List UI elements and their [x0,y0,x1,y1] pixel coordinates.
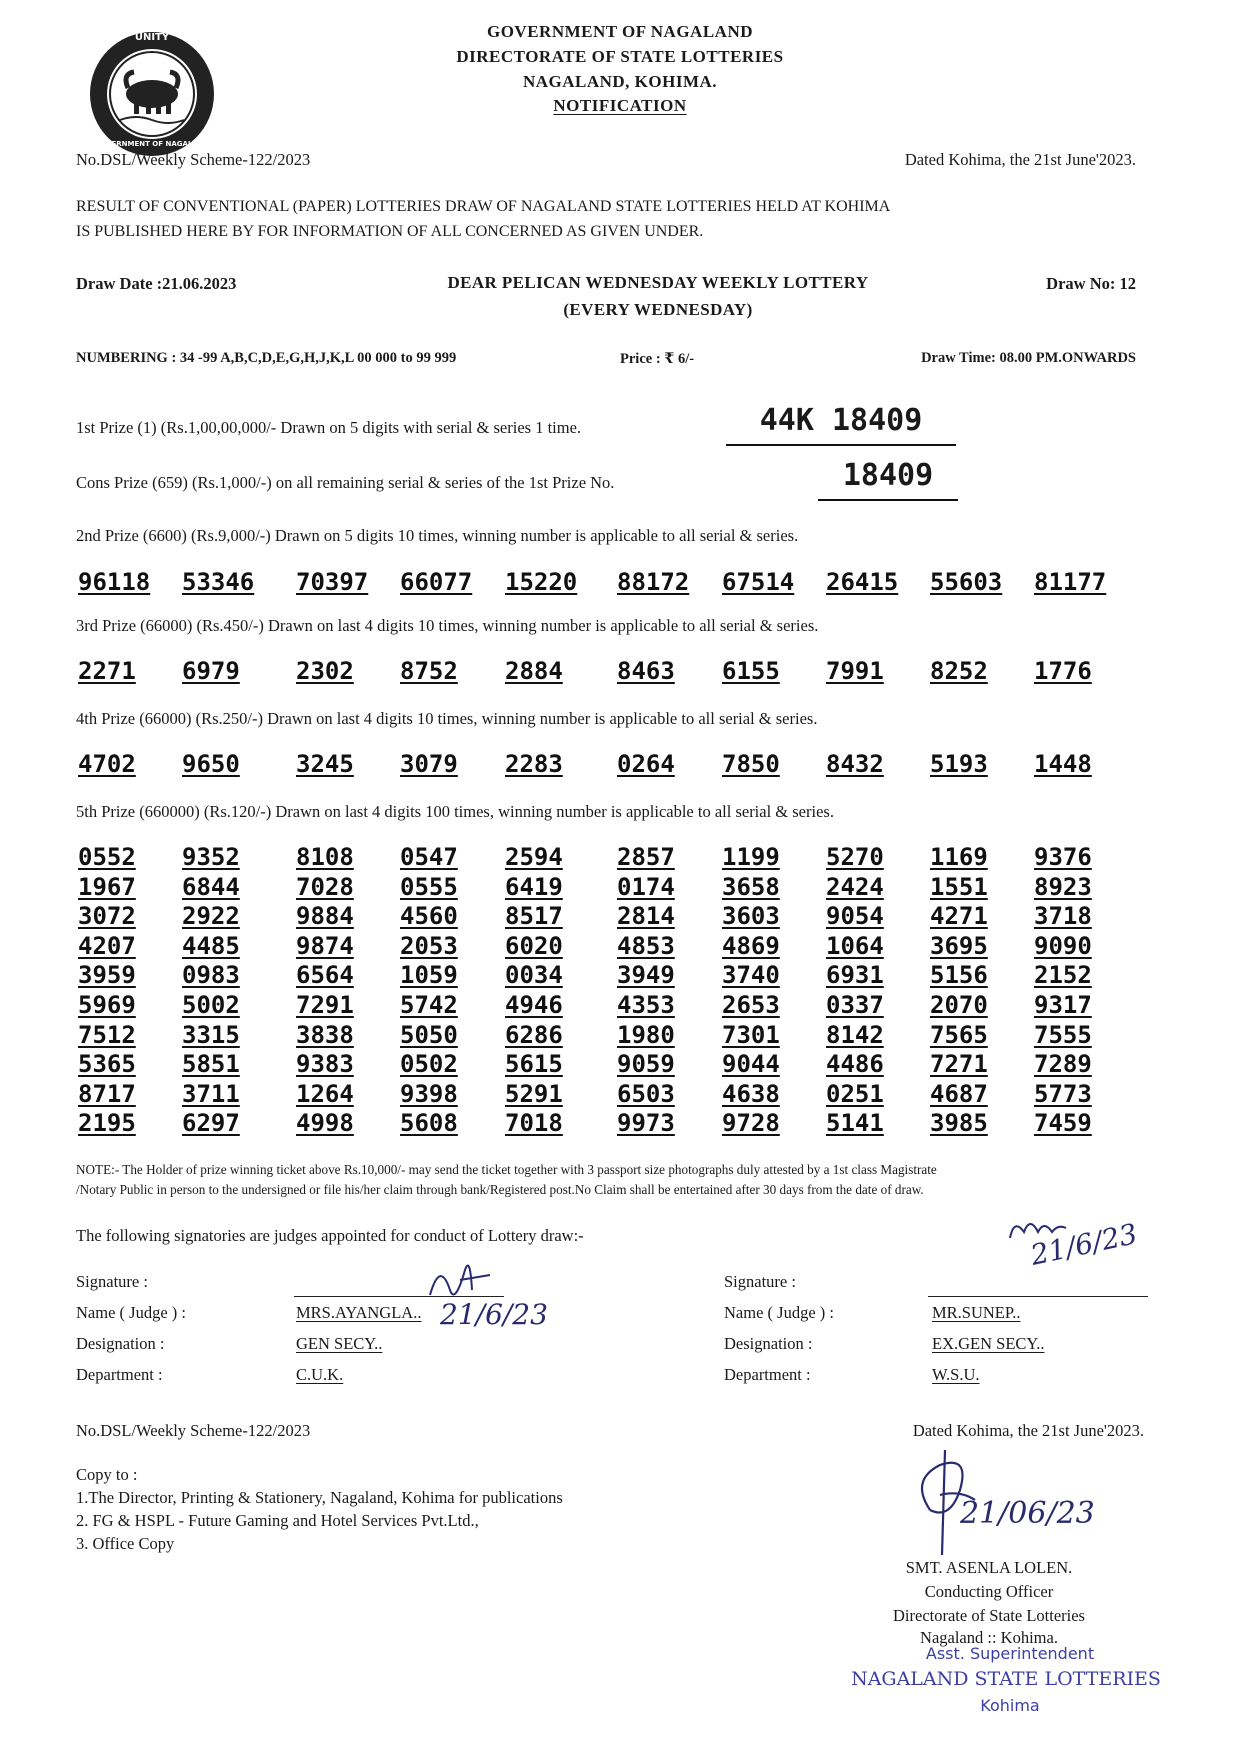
fifth-prize-number: 2922 [182,902,240,931]
fourth-prize-number: 2283 [505,750,563,778]
fifth-prize-number: 6419 [505,872,563,901]
draw-number: Draw No: 12 [1046,274,1136,293]
fifth-prize-number: 7565 [930,1020,988,1049]
fourth-prize-row [0,750,1240,780]
fifth-prize-number: 4207 [78,931,136,960]
price: Price : ₹ 6/- [620,351,695,367]
fifth-prize-number: 8142 [826,1020,884,1049]
second-prize-number: 67514 [722,568,795,596]
third-prize-number: 7991 [826,657,884,685]
fifth-prize-number: 7271 [930,1050,988,1079]
fifth-prize-number: 2070 [930,991,988,1019]
cons-prize-underline [818,499,958,501]
fifth-prize-number: 3658 [722,872,780,901]
fifth-prize-number: 9054 [826,902,884,931]
header-directorate: DIRECTORATE OF STATE LOTTERIES [456,47,784,66]
left-department-label: Department : [76,1365,163,1384]
stamp-line-1: Asst. Superintendent [925,1644,1095,1663]
fifth-prize-number: 3740 [722,961,780,990]
officer-name: SMT. ASENLA LOLEN. [905,1558,1073,1577]
fifth-prize-number: 7028 [296,872,354,901]
fifth-prize-number: 9398 [400,1079,458,1108]
fifth-prize-row [0,991,1240,1021]
fourth-prize-label: 4th Prize (66000) (Rs.250/-) Drawn on last 4 digits 10 times, winning number is applicable to all serial & series. [76,709,818,728]
left-name-label: Name ( Judge ) : [76,1303,186,1322]
draw-time: Draw Time: 08.00 PM.ONWARDS [921,350,1136,366]
fifth-prize-number: 7512 [78,1020,136,1049]
fifth-prize-number: 0552 [78,843,136,871]
fifth-prize-number: 6020 [505,931,563,960]
fifth-prize-number: 0251 [826,1079,884,1108]
left-judge-designation: GEN SECY.. [296,1334,383,1353]
fifth-prize-number: 5615 [505,1050,563,1079]
fifth-prize-row [0,902,1240,932]
third-prize-number: 8463 [617,657,675,685]
second-prize-number: 26415 [826,568,899,596]
left-judge-department: C.U.K. [296,1365,344,1384]
second-prize-number: 15220 [505,568,578,596]
fifth-prize-number: 1199 [722,843,780,871]
fifth-prize-number: 1264 [296,1079,354,1108]
second-prize-row [0,568,1240,598]
fifth-prize-number: 0555 [400,872,458,901]
fifth-prize-number: 4946 [505,991,563,1019]
right-department-label: Department : [724,1365,811,1384]
fifth-prize-row [0,1021,1240,1051]
footer-reference-number: No.DSL/Weekly Scheme-122/2023 [76,1421,311,1440]
fifth-prize-row [0,843,1240,873]
note-line-1: NOTE:- The Holder of prize winning ticket above Rs.10,000/- may send the ticket together with 3 passport size photographs duly attested by a 1st class Magistrate [76,1162,937,1177]
right-judge-handwritten-date: 21/6/23 [1027,1217,1141,1272]
second-prize-number: 66077 [400,568,473,596]
copy-to-item: 2. FG & HSPL - Future Gaming and Hotel Services Pvt.Ltd., [76,1511,479,1530]
right-judge-designation: EX.GEN SECY.. [932,1334,1045,1353]
right-judge-name: MR.SUNEP.. [932,1303,1021,1322]
stamp-line-3: Kohima [980,1696,1040,1715]
fourth-prize-number: 1448 [1034,750,1092,778]
second-prize-number: 55603 [930,568,1003,596]
fifth-prize-label: 5th Prize (660000) (Rs.120/-) Drawn on last 4 digits 100 times, winning number is applicable to all serial & series. [76,802,834,821]
fifth-prize-number: 2424 [826,872,884,901]
fifth-prize-number: 7291 [296,991,354,1019]
fifth-prize-number: 9352 [182,843,240,871]
fifth-prize-number: 7018 [505,1109,563,1138]
fifth-prize-number: 9090 [1034,931,1092,960]
fifth-prize-number: 0174 [617,872,675,901]
fifth-prize-number: 1551 [930,872,988,901]
fifth-prize-row [0,873,1240,903]
fifth-prize-number: 5608 [400,1109,458,1138]
fifth-prize-number: 5141 [826,1109,884,1138]
fourth-prize-number: 0264 [617,750,675,778]
lottery-schedule: (EVERY WEDNESDAY) [563,300,753,319]
fifth-prize-number: 5291 [505,1079,563,1108]
fifth-prize-number: 7301 [722,1020,780,1049]
right-signature-label: Signature : [724,1272,796,1291]
fifth-prize-row [0,1109,1240,1139]
seal-bottom-text: GOVERNMENT OF NAGALAND [94,140,210,148]
seal-top-text: UNITY [134,32,170,43]
fourth-prize-number: 4702 [78,750,136,778]
third-prize-label: 3rd Prize (66000) (Rs.450/-) Drawn on last 4 digits 10 times, winning number is applicable to all serial & series. [76,616,819,635]
fifth-prize-number: 1169 [930,843,988,871]
fifth-prize-number: 5851 [182,1050,240,1079]
judges-intro: The following signatories are judges appointed for conduct of Lottery draw:- [76,1226,584,1245]
fifth-prize-number: 5270 [826,843,884,871]
left-judge-handwritten-date: 21/6/23 [440,1298,548,1331]
fifth-prize-row [0,1050,1240,1080]
lottery-name: DEAR PELICAN WEDNESDAY WEEKLY LOTTERY [447,273,869,292]
draw-date: Draw Date :21.06.2023 [76,274,237,293]
third-prize-number: 8752 [400,657,458,685]
officer-office: Directorate of State Lotteries [893,1606,1085,1625]
fifth-prize-number: 6286 [505,1020,563,1049]
fifth-prize-number: 8923 [1034,872,1092,901]
second-prize-number: 70397 [296,568,369,596]
fifth-prize-number: 5365 [78,1050,136,1079]
fifth-prize-number: 0337 [826,991,884,1019]
fifth-prize-row [0,1080,1240,1110]
third-prize-number: 6155 [722,657,780,685]
fifth-prize-number: 8717 [78,1079,136,1108]
right-signature-line [928,1296,1148,1297]
first-prize-underline [726,444,956,446]
intro-line-1: RESULT OF CONVENTIONAL (PAPER) LOTTERIES DRAW OF NAGALAND STATE LOTTERIES HELD AT KOHIMA [76,198,891,215]
fifth-prize-number: 6931 [826,961,884,990]
fifth-prize-number: 0502 [400,1050,458,1079]
fifth-prize-number: 3959 [78,961,136,990]
fifth-prize-number: 3949 [617,961,675,990]
right-judge-department: W.S.U. [932,1365,980,1384]
fifth-prize-number: 9874 [296,931,354,960]
fifth-prize-number: 3603 [722,902,780,931]
header-notification: NOTIFICATION [553,96,687,115]
fifth-prize-number: 5002 [182,991,240,1019]
fifth-prize-number: 4638 [722,1079,780,1108]
fifth-prize-number: 3315 [182,1020,240,1049]
fifth-prize-number: 3718 [1034,902,1092,931]
third-prize-number: 1776 [1034,657,1092,685]
officer-title: Conducting Officer [924,1582,1054,1601]
fifth-prize-number: 3072 [78,902,136,931]
fifth-prize-number: 5773 [1034,1079,1092,1108]
fourth-prize-number: 7850 [722,750,780,778]
fifth-prize-number: 4485 [182,931,240,960]
copy-to-title: Copy to : [76,1465,138,1484]
fifth-prize-number: 7289 [1034,1050,1092,1079]
officer-place: Nagaland :: Kohima. [920,1628,1058,1647]
fifth-prize-number: 6297 [182,1109,240,1138]
fifth-prize-number: 3985 [930,1109,988,1138]
fifth-prize-number: 5969 [78,991,136,1019]
fifth-prize-number: 9044 [722,1050,780,1079]
fifth-prize-number: 2857 [617,843,675,871]
fifth-prize-number: 9973 [617,1109,675,1138]
third-prize-number: 2302 [296,657,354,685]
fourth-prize-number: 3079 [400,750,458,778]
fifth-prize-number: 2653 [722,991,780,1019]
fourth-prize-number: 5193 [930,750,988,778]
header-location: NAGALAND, KOHIMA. [522,72,718,91]
fifth-prize-number: 4853 [617,931,675,960]
second-prize-number: 53346 [182,568,255,596]
fifth-prize-number: 2152 [1034,961,1092,990]
fifth-prize-number: 2594 [505,843,563,871]
fifth-prize-number: 1064 [826,931,884,960]
fifth-prize-number: 8517 [505,902,563,931]
fifth-prize-number: 5742 [400,991,458,1019]
fifth-prize-number: 4998 [296,1109,354,1138]
first-prize-label: 1st Prize (1) (Rs.1,00,00,000/- Drawn on 5 digits with serial & series 1 time. [76,418,582,437]
fifth-prize-number: 4353 [617,991,675,1019]
fifth-prize-number: 4486 [826,1050,884,1079]
header-government: GOVERNMENT OF NAGALAND [486,22,753,41]
fifth-prize-number: 4687 [930,1079,988,1108]
third-prize-number: 2884 [505,657,563,685]
fourth-prize-number: 9650 [182,750,240,778]
fifth-prize-number: 0983 [182,961,240,990]
fifth-prize-number: 0547 [400,843,458,871]
right-name-label: Name ( Judge ) : [724,1303,834,1322]
fifth-prize-number: 9884 [296,902,354,931]
fifth-prize-number: 6844 [182,872,240,901]
cons-prize-number: 18409 [842,458,934,493]
reference-number: No.DSL/Weekly Scheme-122/2023 [76,150,311,169]
fifth-prize-number: 9376 [1034,843,1092,871]
first-prize-number: 44K 18409 [759,403,923,438]
right-designation-label: Designation : [724,1334,813,1353]
third-prize-number: 6979 [182,657,240,685]
fifth-prize-number: 1059 [400,961,458,990]
fifth-prize-number: 4271 [930,902,988,931]
fifth-prize-number: 3838 [296,1020,354,1049]
fifth-prize-grid [0,843,1240,1143]
fifth-prize-number: 3695 [930,931,988,960]
left-designation-label: Designation : [76,1334,165,1353]
fifth-prize-number: 9383 [296,1050,354,1079]
fifth-prize-number: 7555 [1034,1020,1092,1049]
intro-line-2: IS PUBLISHED HERE BY FOR INFORMATION OF ALL CONCERNED AS GIVEN UNDER. [76,223,704,240]
third-prize-row [0,657,1240,687]
fourth-prize-number: 3245 [296,750,354,778]
copy-to-item: 1.The Director, Printing & Stationery, Nagaland, Kohima for publications [76,1488,563,1507]
second-prize-number: 88172 [617,568,690,596]
second-prize-number: 81177 [1034,568,1107,596]
fifth-prize-number: 5156 [930,961,988,990]
fifth-prize-number: 9728 [722,1109,780,1138]
stamp-line-2: NAGALAND STATE LOTTERIES [851,1668,1161,1690]
fifth-prize-number: 4560 [400,902,458,931]
note-line-2: /Notary Public in person to the undersigned or file his/her claim through bank/Registered post.No Claim shall be entertained after 30 days from the date of draw. [76,1182,924,1197]
third-prize-number: 8252 [930,657,988,685]
footer-reference-date: Dated Kohima, the 21st June'2023. [912,1421,1144,1440]
fifth-prize-number: 2814 [617,902,675,931]
left-judge-name: MRS.AYANGLA.. [296,1303,422,1322]
fifth-prize-number: 0034 [505,961,563,990]
fifth-prize-number: 9317 [1034,991,1092,1019]
fifth-prize-number: 3711 [182,1079,240,1108]
fifth-prize-row [0,961,1240,991]
second-prize-number: 96118 [78,568,151,596]
fifth-prize-row [0,932,1240,962]
fifth-prize-number: 6503 [617,1079,675,1108]
second-prize-label: 2nd Prize (6600) (Rs.9,000/-) Drawn on 5 digits 10 times, winning number is applicable to all serial & series. [76,526,799,545]
left-signature-label: Signature : [76,1272,148,1291]
fifth-prize-number: 6564 [296,961,354,990]
reference-date: Dated Kohima, the 21st June'2023. [904,150,1136,169]
copy-to-item: 3. Office Copy [76,1534,175,1553]
fifth-prize-number: 1980 [617,1020,675,1049]
fifth-prize-number: 8108 [296,843,354,871]
officer-handwritten-date: 21/06/23 [960,1496,1095,1531]
fifth-prize-number: 1967 [78,872,136,901]
fifth-prize-number: 2195 [78,1109,136,1138]
cons-prize-label: Cons Prize (659) (Rs.1,000/-) on all remaining serial & series of the 1st Prize No. [76,473,615,492]
numbering: NUMBERING : 34 -99 A,B,C,D,E,G,H,J,K,L 00 000 to 99 999 [76,350,457,366]
fifth-prize-number: 7459 [1034,1109,1092,1138]
fourth-prize-number: 8432 [826,750,884,778]
third-prize-number: 2271 [78,657,136,685]
fifth-prize-number: 5050 [400,1020,458,1049]
fifth-prize-number: 2053 [400,931,458,960]
fifth-prize-number: 4869 [722,931,780,960]
fifth-prize-number: 9059 [617,1050,675,1079]
